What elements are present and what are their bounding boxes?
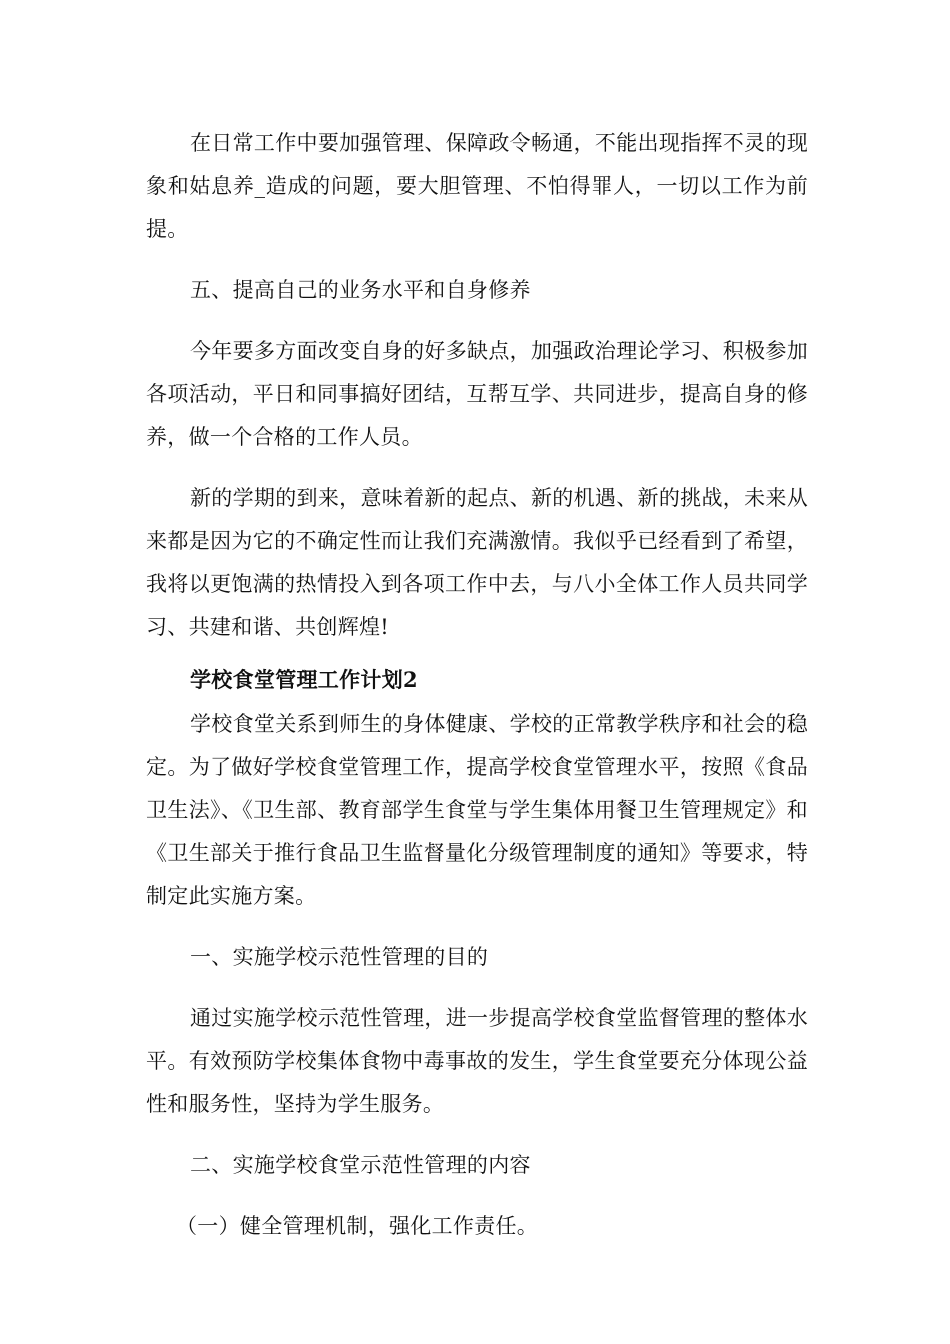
paragraph-canteen-intro: 学校食堂关系到师生的身体健康、学校的正常教学秩序和社会的稳定。为了做好学校食堂管理工作，提高学校食堂管理水平，按照《食品卫生法》、《卫生部、教育部学生食堂与学生集体用餐卫生管理规定》和《卫生部关于推行食品卫生监督量化分级管理制度的通知》等要求，特制定此实施方案。 (146, 712, 808, 908)
document-page (146, 122, 808, 1248)
paragraph-purpose: 通过实施学校示范性管理，进一步提高学校食堂监督管理的整体水平。有效预防学校集体食物中毒事故的发生，学生食堂要充分体现公益性和服务性，坚持为学生服务。 (146, 1006, 808, 1116)
section-heading-two: 二、实施学校食堂示范性管理的内容 (190, 1153, 531, 1177)
paragraph-new-semester: 新的学期的到来，意味着新的起点、新的机遇、新的挑战，未来从来都是因为它的不确定性而让我们充满激情。我似乎已经看到了希望，我将以更饱满的热情投入到各项工作中去，与八小全体工作人员共同学习、共建和谐、共创辉煌! (146, 486, 808, 639)
paragraph-management: 在日常工作中要加强管理、保障政令畅通，不能出现指挥不灵的现象和姑息养_造成的问题，要大胆管理、不怕得罪人，一切以工作为前提。 (146, 131, 808, 241)
paragraph-self-improvement: 今年要多方面改变自身的好多缺点，加强政治理论学习、积极参加各项活动，平日和同事搞好团结，互帮互学、共同进步，提高自身的修养，做一个合格的工作人员。 (146, 339, 808, 449)
section-heading-one: 一、实施学校示范性管理的目的 (190, 945, 489, 969)
subsection-heading-one: （一）健全管理机制，强化工作责任。 (176, 1214, 539, 1238)
document-title-plan-2: 学校食堂管理工作计划2 (190, 667, 418, 692)
section-heading-five: 五、提高自己的业务水平和自身修养 (190, 278, 531, 302)
